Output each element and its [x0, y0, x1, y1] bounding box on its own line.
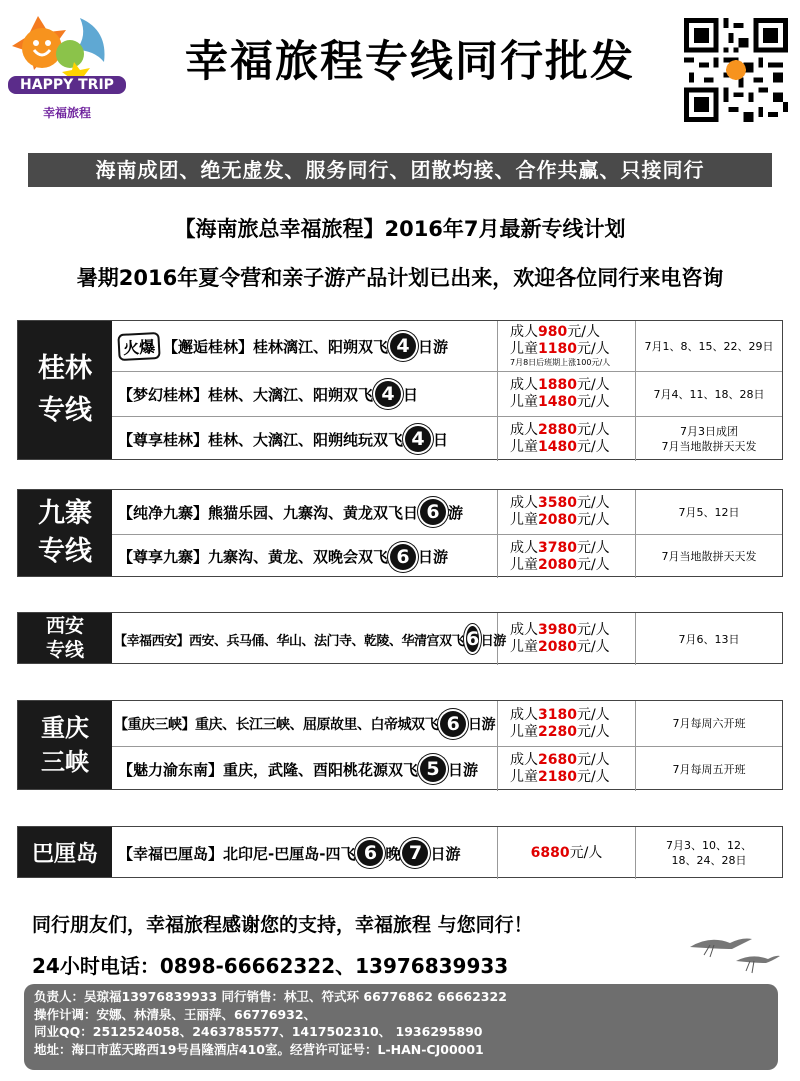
route-block-chongqing	[17, 700, 783, 790]
date-cell	[636, 535, 782, 578]
departure-dates: 7月当地散拼天天发	[661, 550, 757, 563]
adult-price: 3180	[538, 706, 577, 723]
price-unit: 元/人	[576, 622, 610, 638]
contact-line: 同业QQ：2512524058、2463785577、1417502310、 1936295890	[34, 1024, 483, 1039]
route-desc	[112, 701, 498, 746]
adult-price: 3580	[538, 495, 577, 511]
phone-line: 24小时电话：0898-66662322、13976839933	[32, 954, 509, 978]
price-cell	[498, 827, 636, 879]
route-desc	[112, 535, 498, 578]
table-row	[112, 416, 782, 461]
route-suffix: 日游	[418, 337, 449, 356]
route-block-xian	[17, 612, 783, 664]
child-price: 1480	[538, 394, 577, 410]
price-cell	[498, 321, 636, 371]
days-badge: 6	[440, 711, 466, 737]
route-title: 【梦幻桂林】桂林、大漓江、阳朔双飞	[118, 385, 374, 404]
table-row	[112, 746, 782, 791]
departure-dates: 7月每周六开班	[672, 717, 746, 730]
date-cell	[636, 613, 782, 665]
child-price: 2080	[538, 639, 577, 655]
table-row	[112, 490, 782, 534]
adult-price: 2680	[538, 752, 577, 768]
child-label: 儿童	[510, 723, 538, 740]
price-cell	[498, 417, 636, 461]
adult-price: 3780	[538, 539, 577, 556]
cranes-icon	[680, 925, 780, 975]
adult-price: 1880	[538, 377, 577, 393]
price-cell	[498, 701, 636, 746]
table-row	[112, 613, 782, 665]
departure-dates: 7月3、10、12、	[666, 839, 752, 852]
contact-line: 操作计调：安娜、林清泉、王丽萍、66776932、	[34, 1006, 317, 1022]
qr-code	[684, 18, 788, 122]
route-suffix: 游	[448, 503, 464, 522]
child-price: 2080	[538, 512, 577, 528]
logo-text: HAPPY TRIP	[8, 76, 126, 94]
child-label: 儿童	[510, 512, 538, 528]
departure-dates: 7月5、12日	[678, 505, 740, 519]
package-price: 6880	[530, 844, 570, 861]
route-block-bali	[17, 826, 783, 878]
route-title: 【幸福西安】西安、兵马俑、华山、法门寺、乾陵、华清宫双飞	[114, 633, 465, 649]
route-title: 【邂逅桂林】桂林漓江、阳朔双飞	[163, 337, 389, 356]
route-desc	[112, 490, 498, 534]
departure-dates: 18、24、28日	[671, 854, 747, 867]
adult-label: 成人	[510, 706, 538, 723]
child-price: 1480	[538, 439, 577, 455]
route-name-line: 专线	[45, 639, 84, 661]
date-cell	[636, 490, 782, 534]
route-title: 【尊享桂林】桂林、大漓江、阳朔纯玩双飞	[118, 430, 404, 449]
adult-price: 980	[538, 324, 568, 340]
table-row	[112, 534, 782, 578]
price-unit: 元/人	[576, 377, 610, 393]
days-badge: 6	[466, 628, 479, 650]
days-badge: 4	[375, 381, 401, 407]
days-badge: 6	[390, 544, 416, 570]
route-suffix: 日游	[480, 633, 506, 649]
child-label: 儿童	[510, 769, 538, 785]
adult-label: 成人	[510, 752, 538, 768]
route-title: 【尊享九寨】九寨沟、黄龙、双晚会双飞	[118, 548, 389, 566]
child-label: 儿童	[510, 556, 538, 573]
plan-subtitle: 暑期2016年夏令营和亲子游产品计划已出来，欢迎各位同行来电咨询	[76, 266, 724, 290]
adult-price: 2880	[538, 422, 577, 438]
route-name-line: 九寨	[38, 498, 92, 529]
price-unit: 元/人	[576, 495, 610, 511]
price-cell	[498, 490, 636, 534]
route-name-line: 重庆	[41, 714, 89, 742]
date-cell	[636, 417, 782, 461]
route-block-guilin	[17, 320, 783, 460]
hot-badge: 火爆	[117, 331, 160, 360]
table-row	[112, 371, 782, 416]
child-price: 1180	[538, 341, 577, 357]
slogan-bar: 海南成团、绝无虚发、服务同行、团散均接、合作共赢、只接同行	[28, 153, 772, 187]
days-badge: 5	[420, 756, 446, 782]
route-name	[18, 490, 112, 576]
departure-dates: 7月当地散拼天天发	[661, 440, 757, 453]
route-title: 【纯净九寨】熊猫乐园、九寨沟、黄龙双飞日	[118, 503, 419, 522]
date-cell	[636, 372, 782, 416]
price-unit: 元/人	[576, 422, 610, 438]
adult-label: 成人	[510, 539, 538, 556]
departure-dates: 7月3日成团	[680, 425, 738, 438]
table-row	[112, 321, 782, 371]
days-badge: 4	[405, 426, 431, 452]
route-name-line: 桂林	[38, 353, 92, 384]
route-title: 【重庆三峡】重庆、长江三峡、屈原故里、白帝城双飞	[114, 716, 438, 733]
departure-dates: 7月6、13日	[678, 632, 740, 646]
route-name	[18, 827, 112, 877]
route-title: 【魅力渝东南】重庆，武隆、酉阳桃花源双飞	[118, 760, 419, 779]
child-price: 2180	[538, 769, 577, 785]
route-suffix: 日游	[430, 844, 461, 863]
price-note: 7月8日后班期上涨100元/人	[510, 358, 611, 367]
date-cell	[636, 747, 782, 791]
plan-title: 【海南旅总幸福旅程】2016年7月最新专线计划	[174, 217, 626, 241]
adult-label: 成人	[510, 495, 538, 511]
days-badge: 4	[390, 333, 416, 359]
child-label: 儿童	[510, 439, 538, 455]
price-unit: 元/人	[576, 723, 610, 740]
route-name-line: 西安	[45, 615, 84, 637]
route-desc	[112, 747, 498, 791]
child-label: 儿童	[510, 341, 538, 357]
thanks-text: 同行朋友们，幸福旅程感谢您的支持，幸福旅程 与您同行！	[32, 914, 533, 936]
child-price: 2280	[538, 723, 577, 740]
contact-line: 地址：海口市蓝天路西19号昌隆酒店410室。经营许可证号：L-HAN-CJ00001	[34, 1041, 484, 1057]
price-cell	[498, 747, 636, 791]
price-unit: 元/人	[576, 439, 610, 455]
table-row	[112, 827, 782, 879]
route-name	[18, 701, 112, 789]
departure-dates: 7月每周五开班	[672, 762, 746, 776]
adult-price: 3980	[538, 622, 577, 638]
route-desc	[112, 827, 498, 879]
route-suffix: 日游	[418, 548, 449, 566]
logo-subtitle: 幸福旅程	[42, 106, 91, 120]
date-cell	[636, 701, 782, 746]
child-label: 儿童	[510, 639, 538, 655]
route-suffix: 日游	[448, 760, 479, 779]
price-unit: 元/人	[569, 844, 603, 861]
price-unit: 元/人	[576, 512, 610, 528]
route-desc	[112, 321, 498, 371]
price-unit: 元/人	[576, 341, 610, 357]
price-cell	[498, 372, 636, 416]
price-unit: 元/人	[576, 539, 610, 556]
price-unit: 元/人	[576, 752, 610, 768]
route-name	[18, 613, 112, 663]
route-name-line: 专线	[38, 395, 92, 426]
child-label: 儿童	[510, 394, 538, 410]
date-cell	[636, 827, 782, 879]
contact-info-panel	[24, 984, 778, 1070]
adult-label: 成人	[510, 324, 538, 340]
route-name-line: 巴厘岛	[31, 841, 98, 867]
adult-label: 成人	[510, 422, 538, 438]
date-cell	[636, 321, 782, 371]
departure-dates: 7月1、8、15、22、29日	[644, 339, 774, 353]
route-name	[18, 321, 112, 459]
child-price: 2080	[538, 556, 577, 573]
route-block-jiuzhai	[17, 489, 783, 577]
route-name-line: 专线	[38, 536, 92, 567]
price-unit: 元/人	[576, 706, 610, 723]
route-desc	[112, 613, 506, 665]
price-unit: 元/人	[567, 324, 600, 340]
route-desc	[112, 372, 498, 416]
price-cell	[498, 613, 636, 665]
price-unit: 元/人	[576, 556, 610, 573]
route-title: 【幸福巴厘岛】北印尼-巴厘岛-四飞	[118, 844, 356, 863]
adult-label: 成人	[510, 622, 538, 638]
price-unit: 元/人	[576, 394, 610, 410]
route-desc	[112, 417, 498, 461]
price-unit: 元/人	[576, 769, 610, 785]
route-name-line: 三峡	[41, 748, 89, 776]
price-unit: 元/人	[576, 639, 610, 655]
route-suffix: 日	[403, 385, 419, 404]
route-suffix: 日	[433, 430, 449, 449]
days-badge: 7	[402, 840, 428, 866]
table-row	[112, 701, 782, 746]
contact-line: 负责人：吴琼福13976839933 同行销售：林卫、符式环 66776862 66662322	[34, 989, 507, 1004]
route-suffix: 日游	[468, 716, 495, 733]
route-suffix: 晚	[385, 844, 401, 863]
days-badge: 6	[420, 499, 446, 525]
nights-badge: 6	[357, 840, 383, 866]
page-title: 幸福旅程专线同行批发	[185, 37, 635, 87]
departure-dates: 7月4、11、18、28日	[653, 387, 765, 401]
price-cell	[498, 535, 636, 578]
adult-label: 成人	[510, 377, 538, 393]
